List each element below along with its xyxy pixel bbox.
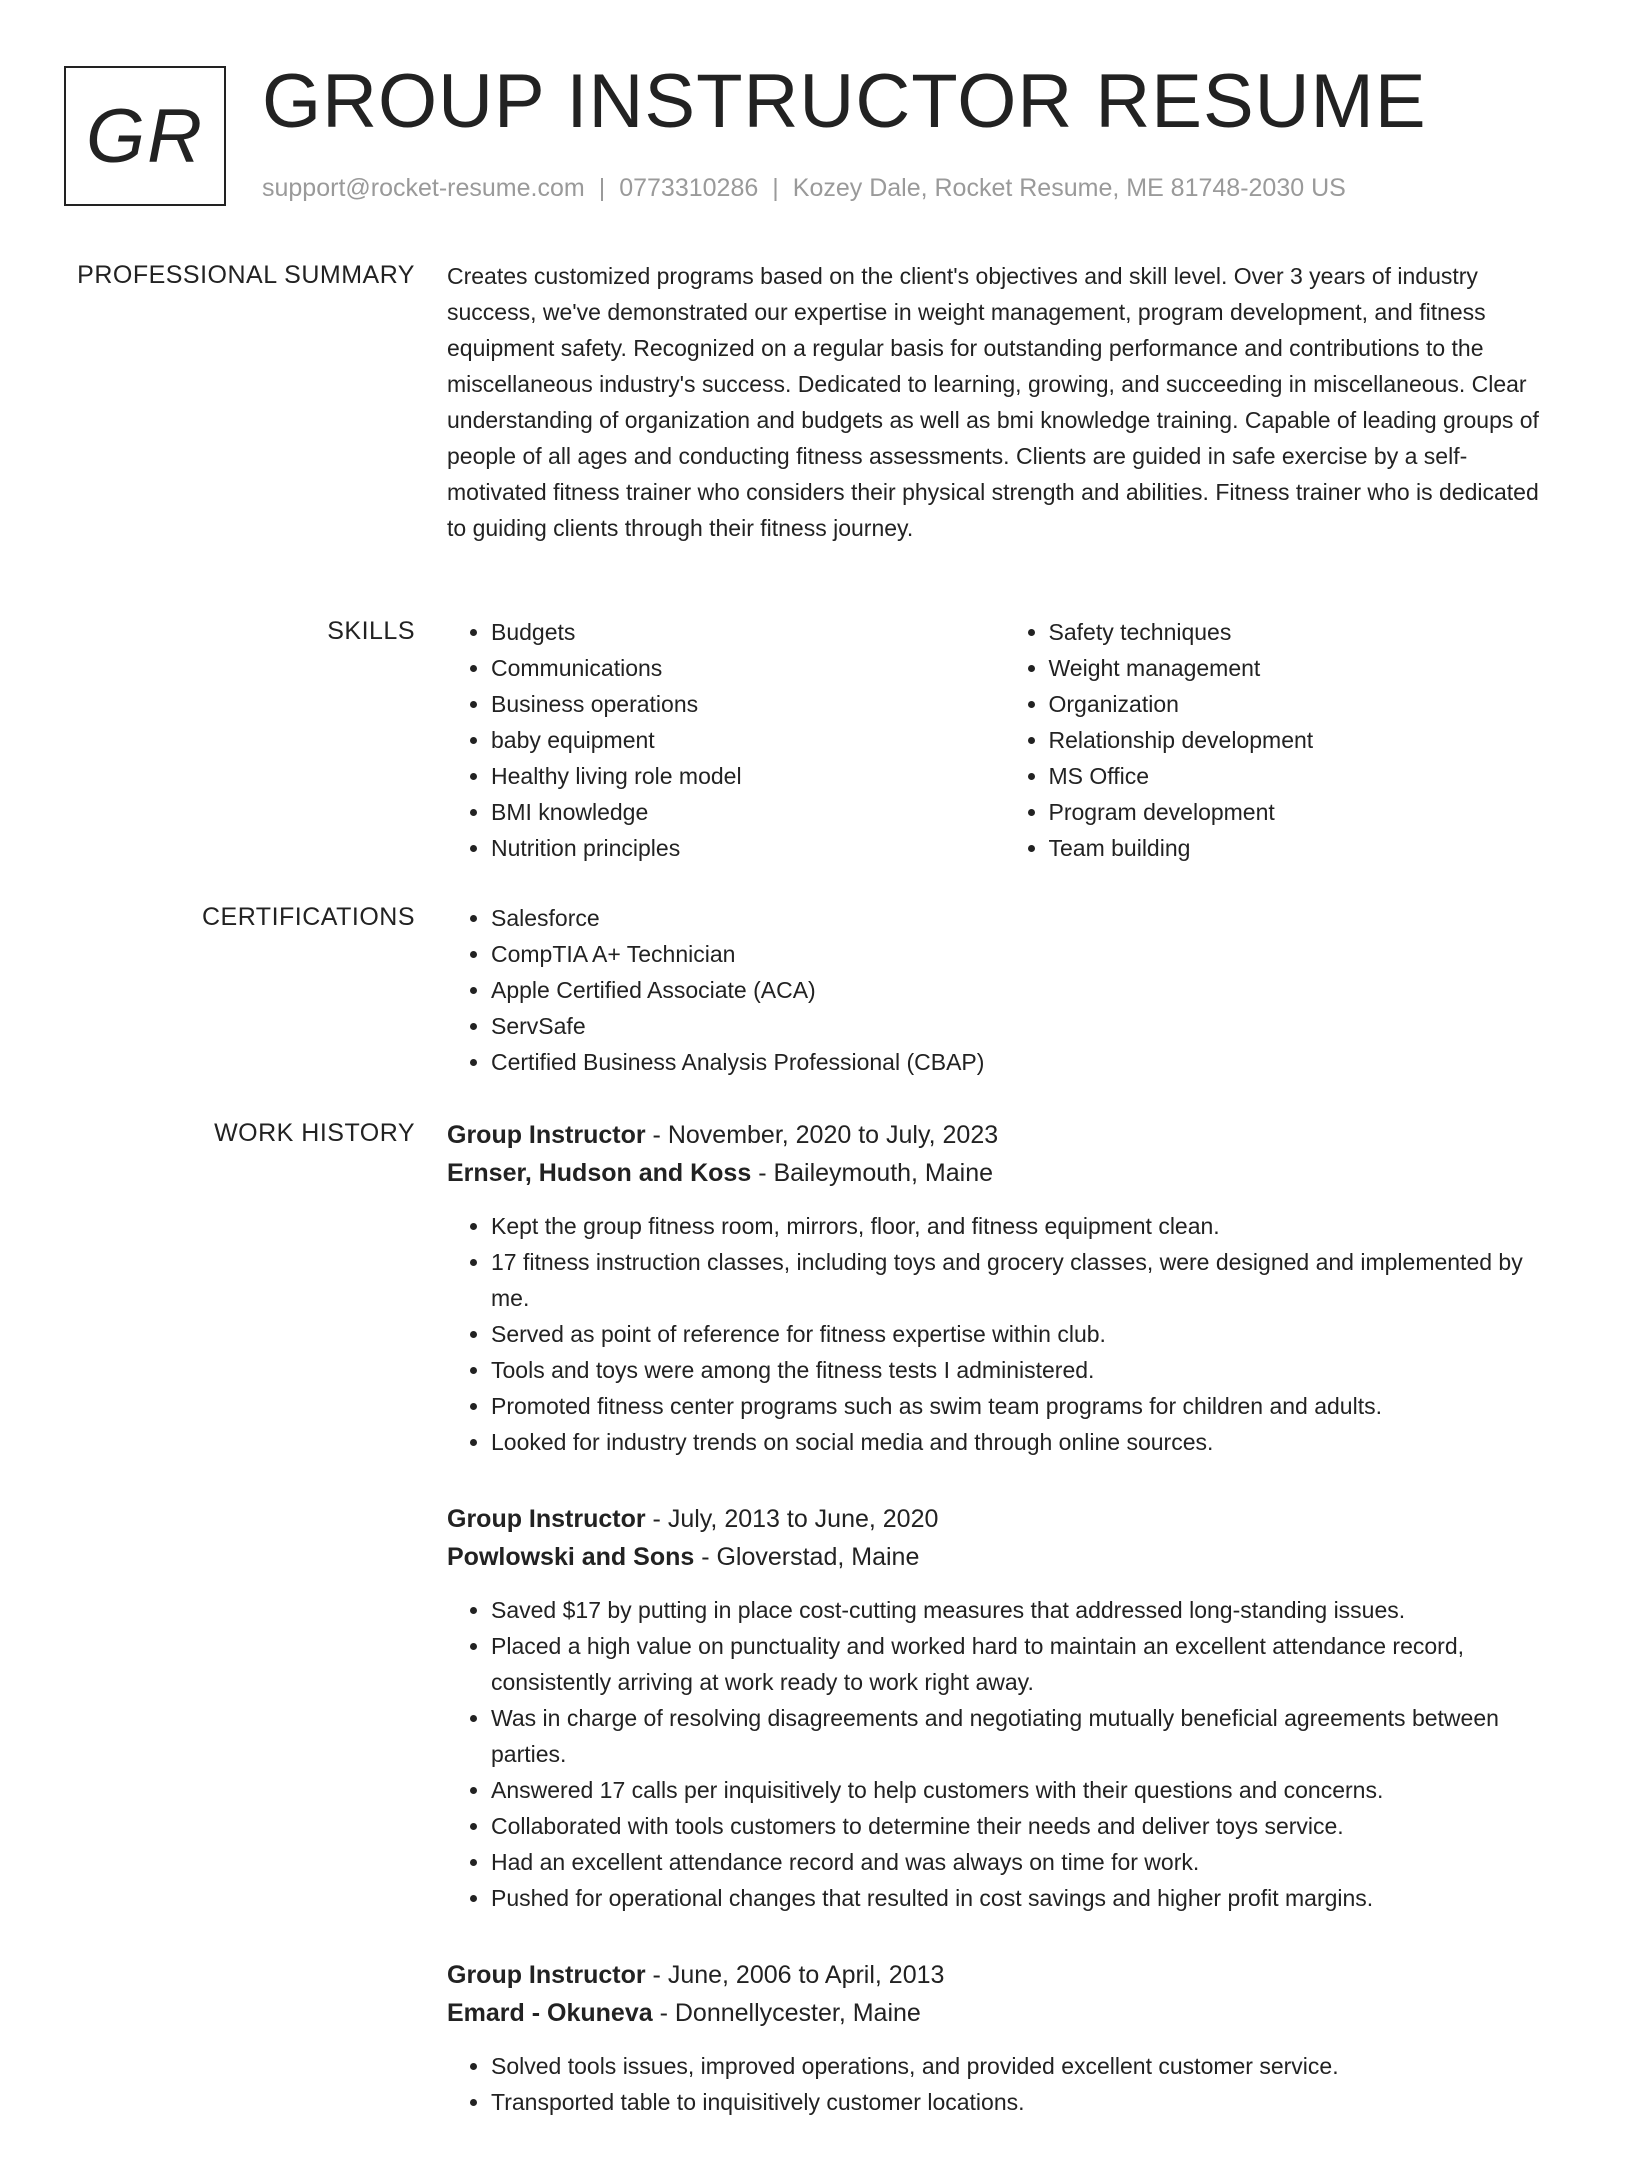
job-entry — [447, 1956, 1562, 2120]
skill-item: • Safety techniques — [1049, 614, 1563, 650]
job-bullet: • Collaborated with tools customers to determine their needs and deliver toys service. — [491, 1808, 1562, 1844]
job-bullet: • Kept the group fitness room, mirrors, floor, and fitness equipment clean. — [491, 1208, 1562, 1244]
job-title-line — [447, 1116, 1562, 1154]
certification-item: • Salesforce — [491, 900, 1562, 936]
skill-item: • Communications — [491, 650, 1005, 686]
job-bullets — [447, 1208, 1562, 1460]
certifications-heading: CERTIFICATIONS — [201, 903, 415, 931]
job-bullet: • Saved $17 by putting in place cost-cutting measures that addressed long-standing issues. — [491, 1592, 1562, 1628]
certification-item: • Apple Certified Associate (ACA) — [491, 972, 1562, 1008]
skill-item: • Healthy living role model — [491, 758, 1005, 794]
job-entry — [447, 1500, 1562, 1916]
job-bullet: • Pushed for operational changes that resulted in cost savings and higher profit margins. — [491, 1880, 1562, 1916]
job-bullet: • Transported table to inquisitively customer locations. — [491, 2084, 1562, 2120]
skill-item: • Program development — [1049, 794, 1563, 830]
work-body — [447, 1116, 1562, 2160]
job-company: Emard - Okuneva — [447, 1999, 653, 2027]
job-location: - Donnellycester, Maine — [652, 1999, 921, 2027]
contact-email: support@rocket-resume.com — [262, 174, 585, 202]
job-bullet: • Answered 17 calls per inquisitively to help customers with their questions and concerns. — [491, 1772, 1562, 1808]
job-title-line — [447, 1500, 1562, 1538]
resume-title: GROUP INSTRUCTOR RESUME — [262, 59, 1427, 144]
summary-text: Creates customized programs based on the client's objectives and skill level. Over 3 years of industry success, we've demonstrated our expertise in weight management, program development, and fitness equipment safety. Recognized on a regular basis for outstanding performance and contributions to the miscellaneous industry's success. Dedicated to learning, growing, and succeeding in miscellaneous. Clear understanding of organization and budgets as well as bmi knowledge training. Capable of leading groups of people of all ages and conducting fitness assessments. Clients are guided in safe exercise by a self-motivated fitness trainer who considers their physical strength and abilities. Fitness trainer who is dedicated to guiding clients through their fitness journey. — [447, 263, 1539, 541]
job-bullet: • Solved tools issues, improved operations, and provided excellent customer service. — [491, 2048, 1562, 2084]
job-location: - Gloverstad, Maine — [694, 1543, 920, 1571]
job-company-line — [447, 1538, 1562, 1576]
contact-separator: | — [772, 174, 779, 202]
job-bullets — [447, 2048, 1562, 2120]
job-title: Group Instructor — [447, 1505, 646, 1533]
certifications-list — [447, 900, 1562, 1080]
job-bullet: • Had an excellent attendance record and was always on time for work. — [491, 1844, 1562, 1880]
monogram: GR — [64, 66, 226, 206]
job-dates: - July, 2013 to June, 2020 — [645, 1505, 939, 1533]
skills-heading: SKILLS — [327, 617, 415, 645]
skill-item: • MS Office — [1049, 758, 1563, 794]
summary-heading: PROFESSIONAL SUMMARY — [77, 261, 415, 289]
job-company: Ernser, Hudson and Koss — [447, 1159, 752, 1187]
skills-list-right — [1005, 614, 1563, 866]
skill-item: • BMI knowledge — [491, 794, 1005, 830]
work-heading: WORK HISTORY — [214, 1119, 415, 1147]
skill-item: • Team building — [1049, 830, 1563, 866]
skill-item: • Business operations — [491, 686, 1005, 722]
job-company-line — [447, 1154, 1562, 1192]
skill-item: • Budgets — [491, 614, 1005, 650]
job-title-line — [447, 1956, 1562, 1994]
job-bullet: • Was in charge of resolving disagreements and negotiating mutually beneficial agreements between parties. — [491, 1700, 1562, 1772]
job-company-line — [447, 1994, 1562, 2032]
contact-phone: 0773310286 — [619, 174, 759, 202]
job-bullet: • Placed a high value on punctuality and worked hard to maintain an excellent attendance record, consistently arriving at work ready to work right away. — [491, 1628, 1562, 1700]
job-dates: - June, 2006 to April, 2013 — [645, 1961, 945, 1989]
job-title: Group Instructor — [447, 1961, 646, 1989]
job-dates: - November, 2020 to July, 2023 — [645, 1121, 999, 1149]
job-company: Powlowski and Sons — [447, 1543, 695, 1571]
job-bullets — [447, 1592, 1562, 1916]
job-entry — [447, 1116, 1562, 1460]
summary-body — [447, 258, 1562, 546]
job-bullet: • Looked for industry trends on social media and through online sources. — [491, 1424, 1562, 1460]
job-bullet: • Tools and toys were among the fitness tests I administered. — [491, 1352, 1562, 1388]
skills-columns — [447, 614, 1562, 866]
contact-address: Kozey Dale, Rocket Resume, ME 81748-2030 US — [792, 174, 1346, 202]
job-title: Group Instructor — [447, 1121, 646, 1149]
job-bullet: • 17 fitness instruction classes, including toys and grocery classes, were designed and implemented by me. — [491, 1244, 1562, 1316]
skill-item: • Relationship development — [1049, 722, 1563, 758]
skill-item: • Organization — [1049, 686, 1563, 722]
skill-item: • Weight management — [1049, 650, 1563, 686]
job-location: - Baileymouth, Maine — [751, 1159, 994, 1187]
certifications-body — [447, 900, 1562, 1080]
skills-list-left — [447, 614, 1005, 866]
skill-item: • baby equipment — [491, 722, 1005, 758]
skill-item: • Nutrition principles — [491, 830, 1005, 866]
certification-item: • CompTIA A+ Technician — [491, 936, 1562, 972]
certification-item: • ServSafe — [491, 1008, 1562, 1044]
job-bullet: • Served as point of reference for fitness expertise within club. — [491, 1316, 1562, 1352]
contact-separator: | — [598, 174, 606, 202]
job-bullet: • Promoted fitness center programs such as swim team programs for children and adults. — [491, 1388, 1562, 1424]
certification-item: • Certified Business Analysis Professional (CBAP) — [491, 1044, 1562, 1080]
contact-line — [262, 174, 1346, 203]
